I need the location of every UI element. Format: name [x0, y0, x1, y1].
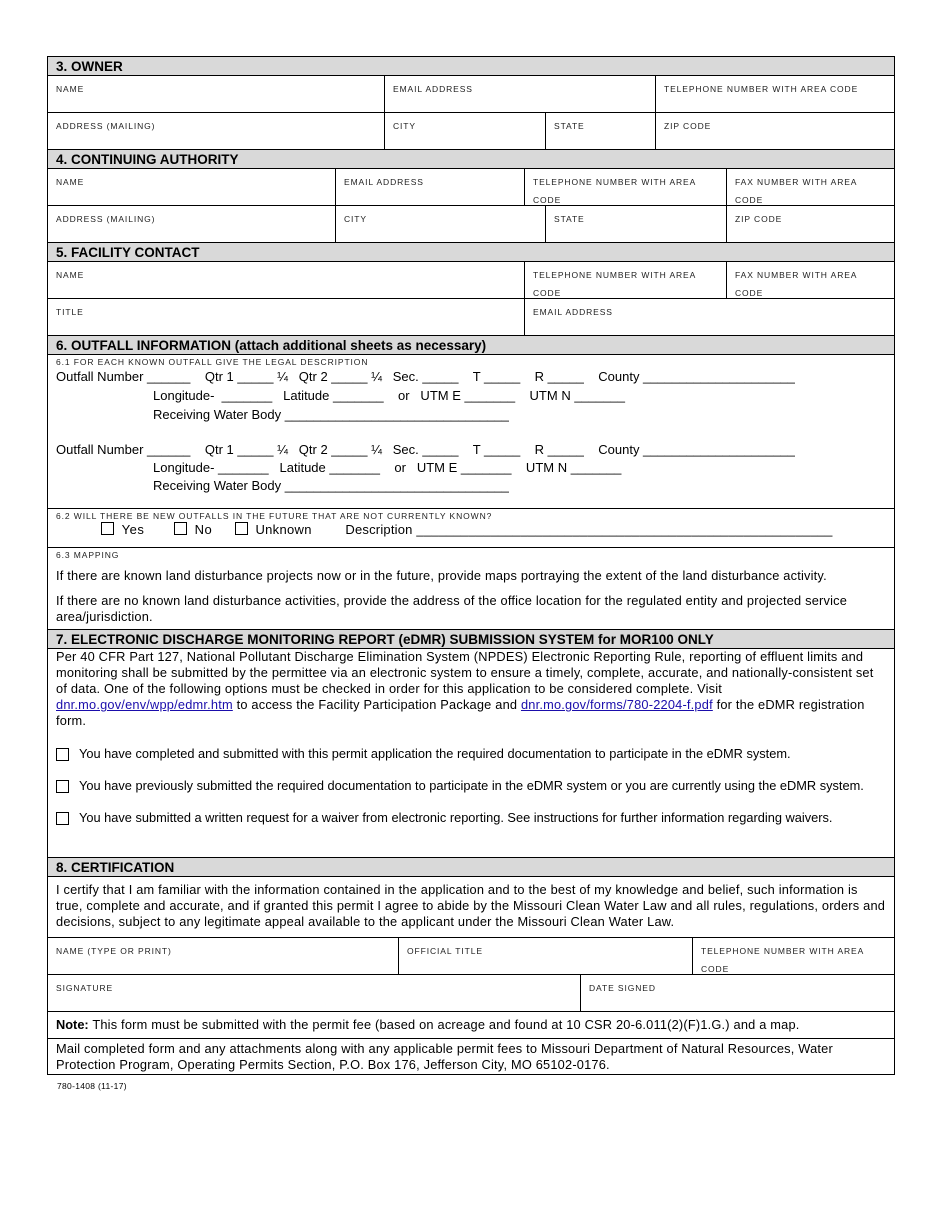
unknown-checkbox[interactable] [235, 522, 248, 535]
outfall-2-line-3[interactable]: Receiving Water Body _______________________________ [153, 478, 509, 493]
cert-row-2 [47, 974, 895, 1011]
field-label: CITY [393, 121, 416, 131]
authority-zip-field[interactable] [727, 206, 894, 242]
authority-address-field[interactable] [48, 206, 336, 242]
authority-state-field[interactable] [546, 206, 727, 242]
no-checkbox[interactable] [174, 522, 187, 535]
field-label: STATE [554, 214, 585, 224]
section-outfall-header: 6. OUTFALL INFORMATION (attach additional sheets as necessary) [47, 335, 895, 354]
contact-title-field[interactable] [48, 299, 525, 335]
field-label: SIGNATURE [56, 983, 114, 993]
section-contact-header: 5. FACILITY CONTACT [47, 242, 895, 261]
contact-email-field[interactable] [525, 299, 894, 335]
edmr-intro-text: Per 40 CFR Part 127, National Pollutant Discharge Elimination System (NPDES) Electronic Reporting Rule, reporting of effluent limits and monitoring shall be submitted by the permittee via an electronic system to ensure a timely, complete, accurate, and nationally-consistent set of data. One of the following options must be checked in order for this application to be considered complete. Visit [56, 649, 874, 696]
contact-name-field[interactable] [48, 262, 525, 298]
mail-instructions: Mail completed form and any attachments along with any applicable permit fees to Missouri Department of Natural Resources, Water Protection Program, Operating Permits Section, P.O. Box 176, Jefferson City, MO 65102-0176. [56, 1041, 833, 1072]
contact-fax-field[interactable] [727, 262, 894, 298]
yes-checkbox[interactable] [101, 522, 114, 535]
certification-text: I certify that I am familiar with the information contained in the application and to the best of my knowledge and belief, such information is true, complete and accurate, and if granted this permit I agree to abide by the Missouri Clean Water Law and all rules, regulations, orders and decisions, subject to any legitimate appeal available to the applicant under the Missouri Clean Water Law. [56, 882, 886, 929]
authority-fax-field[interactable] [727, 169, 894, 205]
field-label: TELEPHONE NUMBER WITH AREA CODE [701, 946, 864, 974]
contact-row-1 [47, 261, 895, 298]
section-authority-header: 4. CONTINUING AUTHORITY [47, 149, 895, 168]
authority-city-field[interactable] [336, 206, 546, 242]
field-label: OFFICIAL TITLE [407, 946, 483, 956]
mapping-paragraph-2: If there are no known land disturbance activities, provide the address of the office location for the regulated entity and projected service area/jurisdiction. [56, 593, 848, 624]
owner-state-field[interactable] [546, 113, 656, 149]
field-label: DATE SIGNED [589, 983, 656, 993]
certification-text-block [47, 876, 895, 937]
outfall-legal-block [47, 354, 895, 508]
field-label: ADDRESS (MAILING) [56, 214, 156, 224]
authority-row-2 [47, 205, 895, 242]
outfall-2-line-2[interactable]: Longitude- _______ Latitude _______ or UTM E _______ UTM N _______ [153, 460, 622, 475]
owner-zip-field[interactable] [656, 113, 894, 149]
field-label: NAME [56, 84, 85, 94]
edmr-link[interactable]: dnr.mo.gov/env/wpp/edmr.htm [56, 697, 233, 712]
edmr-option-3-label: You have submitted a written request for a waiver from electronic reporting. See instructions for further information regarding waivers. [79, 810, 833, 825]
unknown-label: Unknown [255, 522, 312, 537]
field-label: NAME [56, 270, 85, 280]
edmr-option-2-label: You have previously submitted the required documentation to participate in the eDMR system or you are currently using the eDMR system. [79, 778, 864, 793]
edmr-option-3 [56, 810, 886, 826]
field-label: FAX NUMBER WITH AREA CODE [735, 270, 857, 298]
field-label: FAX NUMBER WITH AREA CODE [735, 177, 857, 205]
section-edmr-header: 7. ELECTRONIC DISCHARGE MONITORING REPORT (eDMR) SUBMISSION SYSTEM for MOR100 ONLY [47, 629, 895, 648]
authority-phone-field[interactable] [525, 169, 727, 205]
date-signed-field[interactable] [581, 975, 894, 1011]
field-label: TELEPHONE NUMBER WITH AREA CODE [533, 177, 696, 205]
cert-phone-field[interactable] [693, 938, 894, 974]
edmr-option-1-label: You have completed and submitted with this permit application the required documentation to participate in the eDMR system. [79, 746, 791, 761]
mapping-block [47, 547, 895, 629]
signature-field[interactable] [48, 975, 581, 1011]
no-label: No [194, 522, 213, 537]
field-label: EMAIL ADDRESS [393, 84, 473, 94]
section-certification-header: 8. CERTIFICATION [47, 857, 895, 876]
field-label: CITY [344, 214, 367, 224]
field-label: 6.3 MAPPING [56, 550, 120, 560]
field-label: 6.1 FOR EACH KNOWN OUTFALL GIVE THE LEGAL DESCRIPTION [56, 357, 369, 367]
yes-label: Yes [121, 522, 145, 537]
contact-phone-field[interactable] [525, 262, 727, 298]
note-block [47, 1011, 895, 1038]
edmr-mid-text: to access the Facility Participation Package and [236, 697, 518, 712]
description-field[interactable]: Description ________________________________________________________ [345, 522, 833, 537]
field-label: ZIP CODE [664, 121, 712, 131]
field-label: EMAIL ADDRESS [344, 177, 424, 187]
edmr-tail-text: for the eDMR registration form. [56, 697, 865, 728]
cert-title-field[interactable] [399, 938, 693, 974]
owner-phone-field[interactable] [656, 76, 894, 112]
form-number: 780-1408 (11-17) [57, 1081, 127, 1091]
outfall-1-line-2[interactable]: Longitude- _______ Latitude _______ or UTM E _______ UTM N _______ [153, 388, 625, 403]
edmr-option-1 [56, 746, 886, 762]
note-text: This form must be submitted with the permit fee (based on acreage and found at 10 CSR 20-6.011(2)(F)1.G.) and a map. [92, 1017, 800, 1032]
owner-address-field[interactable] [48, 113, 385, 149]
cert-name-field[interactable] [48, 938, 399, 974]
field-label: TITLE [56, 307, 84, 317]
outfall-1-line-1[interactable]: Outfall Number ______ Qtr 1 _____ ¼ Qtr 2 _____ ¼ Sec. _____ T _____ R _____ County _____________________ [56, 369, 795, 384]
field-label: NAME (TYPE OR PRINT) [56, 946, 172, 956]
registration-form-link[interactable]: dnr.mo.gov/forms/780-2204-f.pdf [520, 697, 713, 712]
note-label: Note: [56, 1017, 89, 1032]
mail-block [47, 1038, 895, 1075]
field-label: STATE [554, 121, 585, 131]
field-label: ZIP CODE [735, 214, 783, 224]
field-label: TELEPHONE NUMBER WITH AREA CODE [664, 84, 859, 94]
edmr-option-2 [56, 778, 886, 794]
field-label: TELEPHONE NUMBER WITH AREA CODE [533, 270, 696, 298]
edmr-option-1-checkbox[interactable] [56, 748, 69, 761]
outfall-1-line-3[interactable]: Receiving Water Body _______________________________ [153, 407, 509, 422]
authority-email-field[interactable] [336, 169, 525, 205]
owner-email-field[interactable] [385, 76, 656, 112]
edmr-intro [56, 649, 886, 729]
owner-name-field[interactable] [48, 76, 385, 112]
edmr-option-2-checkbox[interactable] [56, 780, 69, 793]
authority-row-1 [47, 168, 895, 205]
edmr-option-3-checkbox[interactable] [56, 812, 69, 825]
section-owner-header: 3. OWNER [47, 56, 895, 75]
field-label: 6.2 WILL THERE BE NEW OUTFALLS IN THE FUTURE THAT ARE NOT CURRENTLY KNOWN? [56, 511, 493, 521]
field-label: NAME [56, 177, 85, 187]
owner-city-field[interactable] [385, 113, 546, 149]
owner-row-1 [47, 75, 895, 112]
outfall-2-line-1[interactable]: Outfall Number ______ Qtr 1 _____ ¼ Qtr 2 _____ ¼ Sec. _____ T _____ R _____ County _____________________ [56, 442, 795, 457]
field-label: EMAIL ADDRESS [533, 307, 613, 317]
authority-name-field[interactable] [48, 169, 336, 205]
permit-form [47, 56, 895, 1075]
future-outfalls-block [47, 508, 895, 547]
field-label: ADDRESS (MAILING) [56, 121, 156, 131]
edmr-block [47, 648, 895, 857]
mapping-paragraph-1: If there are known land disturbance projects now or in the future, provide maps portraying the extent of the land disturbance activity. [56, 568, 827, 583]
owner-row-2 [47, 112, 895, 149]
contact-row-2 [47, 298, 895, 335]
cert-row-1 [47, 937, 895, 974]
